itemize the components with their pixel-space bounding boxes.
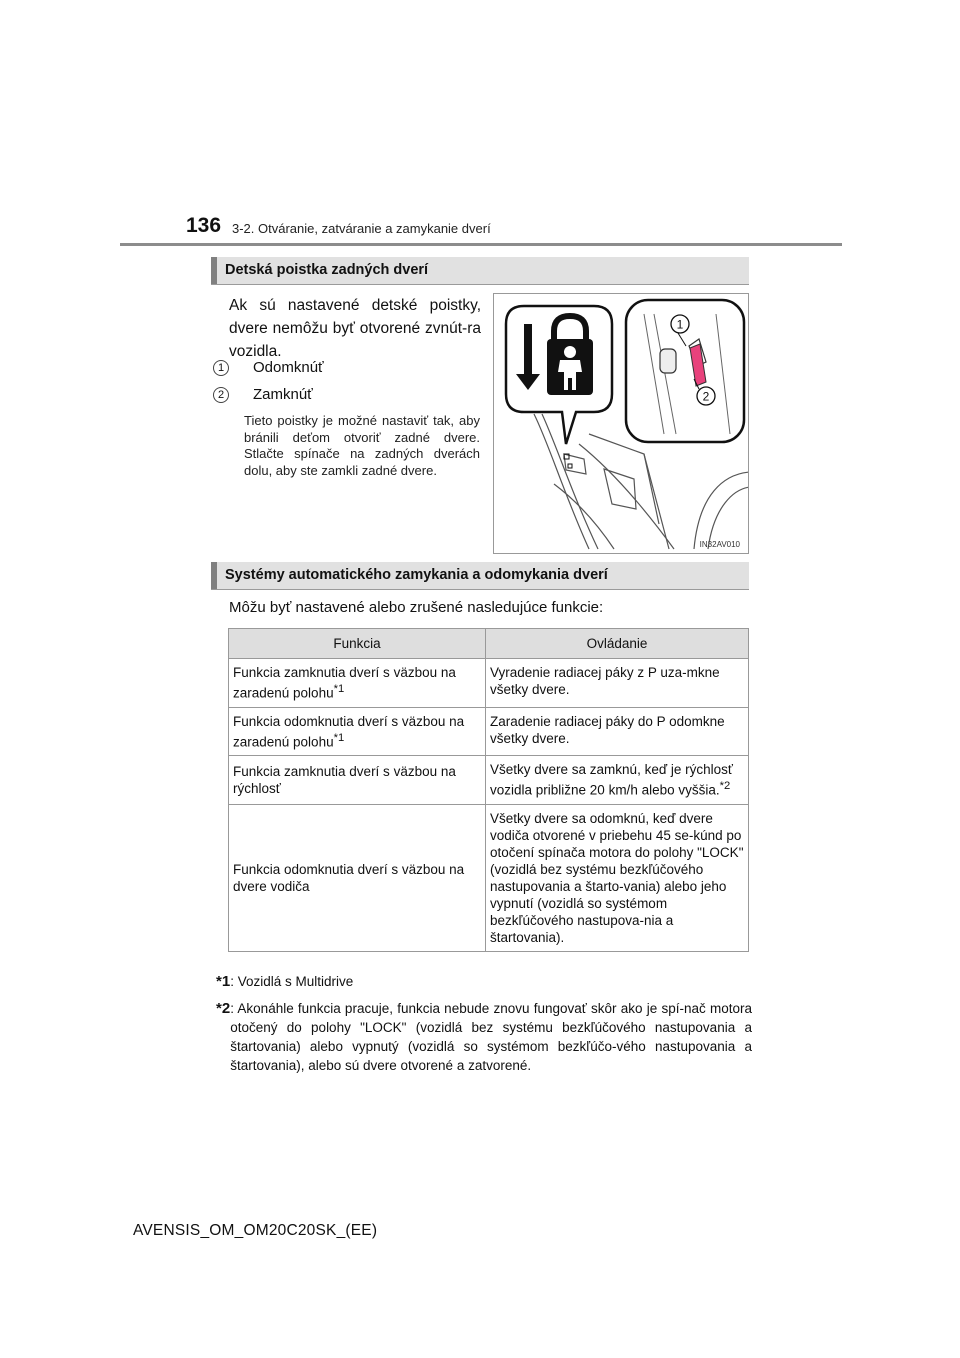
header-rule [120,243,842,246]
section-heading-text: Systémy automatického zamykania a odomykania dverí [225,567,608,583]
footnote-text: : Vozidlá s Multidrive [230,974,354,989]
figure-code: IN32AV010 [699,540,740,549]
footnote-mark: *1 [216,973,231,990]
note-paragraph: Tieto poistky je možné nastaviť tak, aby bránili deťom otvoriť zadné dvere. Stlačte spínače na zadných dverách dolu, aby ste zamkli zadné dvere. [244,413,480,478]
footnote-mark: *2 [216,1000,231,1017]
list-item-unlock [213,359,324,376]
footnote-ref: *1 [333,731,345,744]
table-row [229,756,749,805]
lead-sentence: Môžu byť nastavené alebo zrušené nasledujúce funkcie: [229,599,604,616]
function-cell [229,804,486,951]
callout-2: 2 [702,389,710,404]
table-row [229,707,749,756]
footnote-ref: *2 [719,780,731,792]
footnote-text: : Akonáhle funkcia pracuje, funkcia nebude znovu fungovať skôr ako je spí-nač motora otočený do polohy "LOCK" (vozidlá bez systému bezkľúčového nastupovania a štartovania) alebo vypnutý (vozidlá so systémom bezkľúčo-vého nastupovania a štartovania), alebo sú dvere otvorené a zatvorené. [230,1001,752,1073]
function-cell [229,756,486,805]
functions-table [228,628,749,952]
table-header-row [229,629,749,659]
section-heading-text: Detská poistka zadných dverí [225,262,429,278]
operation-text: Vyradenie radiacej páky z P uza-mkne všetky dvere. [490,665,720,697]
operation-cell [486,804,749,951]
operation-text: Všetky dvere sa odomknú, keď dvere vodiča otvorené v priebehu 45 se-kúnd po otočení spínača motora do polohy "LOCK" (vozidlá bez systému bezkľúčového nastupovania a štarto-vania) alebo jeho vypnutí (vozidlá so systémom bezkľúčového nastupova-nia a štartovania). [490,810,744,945]
footnote-1 [216,972,752,991]
list-item-label: Odomknúť [253,359,324,376]
list-item-lock [213,386,313,403]
function-cell [229,707,486,756]
operation-text: Zaradenie radiacej páky do P odomkne všetky dvere. [490,713,725,746]
document-code: AVENSIS_OM_OM20C20SK_(EE) [133,1222,378,1239]
child-lock-illustration [493,293,749,554]
function-text: Funkcia odomknutia dverí s väzbou na dvere vodiča [233,861,465,894]
page-number: 136 [186,214,222,237]
operation-text: Všetky dvere sa zamknú, keď je rýchlosť vozidla približne 20 km/h alebo vyššia. [490,762,733,798]
function-text: Funkcia zamknutia dverí s väzbou na rýchlosť [233,763,456,796]
footnote-2 [216,999,752,1075]
section-heading-child-lock [211,257,749,284]
function-cell [229,659,486,708]
table-row [229,804,749,951]
operation-cell [486,756,749,805]
table-row [229,659,749,708]
operation-cell [486,659,749,708]
callout-1: 1 [676,317,684,332]
intro-paragraph: Ak sú nastavené detské poistky, dvere nemôžu byť otvorené zvnút-ra vozidla. [229,297,481,360]
function-text: Funkcia zamknutia dverí s väzbou na zaradenú polohu [233,665,456,701]
number-badge: 2 [213,387,229,403]
number-badge: 1 [213,360,229,376]
list-item-label: Zamknúť [253,386,313,403]
operation-cell [486,707,749,756]
footnote-ref: *1 [333,683,345,695]
door-drawing [494,294,749,554]
section-heading-auto-lock [211,562,749,589]
function-text: Funkcia odomknutia dverí s väzbou na zaradenú polohu [233,713,465,749]
column-header-operation: Ovládanie [486,629,749,659]
chapter-title: 3-2. Otváranie, zatváranie a zamykanie dverí [232,221,491,236]
column-header-function: Funkcia [229,629,486,659]
